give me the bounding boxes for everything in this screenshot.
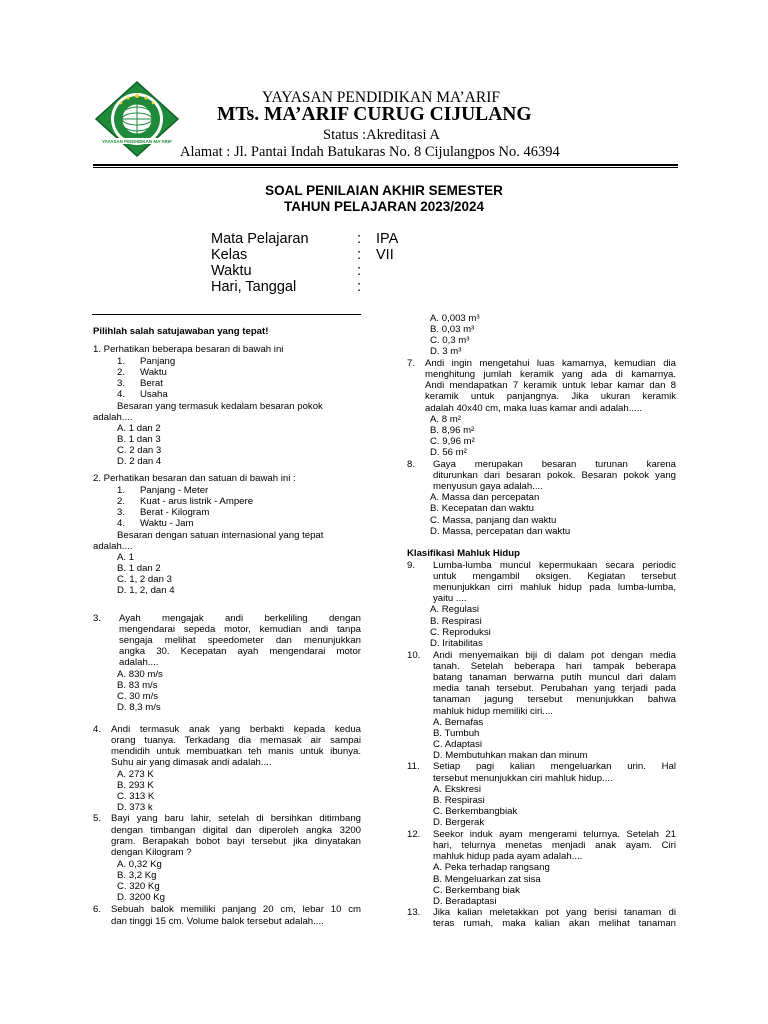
answer-option: B. 1 dan 2	[117, 563, 161, 574]
question-text: menunjukkan cirri mahluk hidup pada lumba-lumba,	[433, 582, 676, 593]
question-text: Andi mendapatkan 7 keramik untuk lebar kamar dan 8	[425, 380, 676, 391]
list-item: Panjang - Meter	[140, 485, 209, 496]
answer-option: C. 320 Kg	[117, 881, 160, 892]
answer-option: C. 2 dan 3	[117, 445, 162, 456]
answer-option: B. 3,2 Kg	[117, 870, 157, 881]
question-number: 8.	[407, 459, 416, 470]
info-sep-time: :	[357, 263, 362, 279]
answer-option: D. 3200 Kg	[117, 892, 166, 903]
answer-option: B. Kecepatan dan waktu	[430, 503, 535, 514]
answer-option: A. 830 m/s	[117, 669, 163, 680]
answer-option: D. Bergerak	[433, 817, 485, 828]
question-text: mahluk hidup pada ayam adalah....	[433, 851, 583, 862]
question-text: untuk mengambil oksigen. Kegiatan tersebut	[433, 571, 676, 582]
question-text: yaitu ....	[433, 593, 467, 604]
list-item-number: 1.	[117, 485, 126, 496]
answer-option: A. Ekskresi	[433, 784, 481, 795]
info-value-subject: IPA	[376, 231, 399, 247]
answer-option: C. 9,96 m²	[430, 436, 475, 447]
answer-option: C. 313 K	[117, 791, 155, 802]
logo-lettering: YAYASAN PENDIDIKAN MA'ARIF	[102, 139, 172, 144]
answer-option: B. Respirasi	[433, 795, 485, 806]
question-number: 11.	[407, 761, 420, 772]
answer-option: A. 273 K	[117, 769, 154, 780]
question-text: adalah....	[93, 541, 133, 552]
answer-option: D. Beradaptasi	[433, 896, 497, 907]
question-text: diturunkan dari besaran pokok. Besaran pokok yang	[433, 470, 676, 481]
question-text: Bayi yang baru lahir, setelah di bersihkan ditimbang	[111, 813, 361, 824]
info-sep-date: :	[357, 279, 362, 295]
question-text: gram. Berapakah bobot bayi tersebut jika dinyatakan	[111, 836, 361, 847]
answer-option: D. 8,3 m/s	[117, 702, 161, 713]
answer-option: A. Regulasi	[430, 604, 480, 615]
logo-emblem-icon	[94, 80, 180, 158]
question-text: tanah. Setelah beberapa hari tampak beberapa	[433, 661, 676, 672]
question-text: Seekor induk ayam mengerami telurnya. Setelah 21	[433, 829, 676, 840]
list-item: Berat	[140, 378, 163, 389]
question-text: Besaran dengan satuan internasional yang tepat	[117, 530, 324, 541]
question-text: Andi ingin mengetahui luas kamarnya, kemudian dia	[425, 358, 676, 369]
question-text: Besaran yang termasuk kedalam besaran pokok	[117, 401, 323, 412]
question-number: 9.	[407, 560, 416, 571]
answer-option: C. Massa, panjang dan waktu	[430, 515, 557, 526]
answer-option: A. Bernafas	[433, 717, 484, 728]
answer-option: D. Massa, percepatan dan waktu	[430, 526, 571, 537]
question-number: 10.	[407, 650, 421, 661]
list-item: Usaha	[140, 389, 168, 400]
question-text: dengan Kilogram ?	[111, 847, 192, 858]
info-label-time: Waktu	[211, 263, 252, 279]
answer-option: A. Massa dan percepatan	[430, 492, 540, 503]
question-text: Andi termasuk anak yang berbakti kepada kedua	[111, 724, 361, 735]
answer-option: B. 0,03 m³	[430, 324, 475, 335]
question-stem: 2. Perhatikan besaran dan satuan di bawah ini :	[93, 473, 296, 484]
question-text: teras rumah, maka kalian akan melihat tanaman	[433, 918, 676, 929]
accreditation-status: Status :Akreditasi A	[323, 127, 440, 143]
question-text: orang tuanya. Terkadang dia memasak air sampai	[111, 735, 361, 746]
answer-option: C. Adaptasi	[433, 739, 483, 750]
question-number: 12.	[407, 829, 421, 840]
answer-option: A. 0,32 Kg	[117, 859, 162, 870]
answer-option: D. 3 m³	[430, 346, 462, 357]
question-number: 6.	[93, 904, 102, 915]
question-text: media tanah tersebut. Perubahan yang terjadi pada	[433, 683, 676, 694]
question-text: Gaya merupakan besaran turunan karena	[433, 459, 676, 470]
answer-option: A. 0,003 m³	[430, 313, 480, 324]
question-number: 5.	[93, 813, 102, 824]
question-text: adalah....	[119, 657, 159, 668]
question-text: mengendarai sepeda motor, kemudian andi tanpa	[119, 624, 361, 635]
answer-option: D. 56 m²	[430, 447, 467, 458]
question-text: Setiap pagi kalian mengeluarkan urin. Hal	[433, 761, 676, 772]
answer-option: B. Mengeluarkan zat sisa	[433, 874, 541, 885]
header-divider-thick	[93, 164, 678, 166]
question-text: Suhu air yang dimasak andi adalah....	[111, 757, 272, 768]
question-text: batang tanaman berwarna putih muncul dari dalam	[433, 672, 676, 683]
list-item: Panjang	[140, 356, 176, 367]
list-item: Waktu - Jam	[140, 518, 194, 529]
question-text: adalah 40x40 cm, maka luas kamar andi adalah.....	[425, 403, 643, 414]
question-stem: 1. Perhatikan beberapa besaran di bawah ini	[93, 344, 284, 355]
question-text: Sebuah balok memiliki panjang 20 cm, lebar 10 cm	[111, 904, 361, 915]
answer-option: B. Respirasi	[430, 616, 482, 627]
info-sep-class: :	[357, 247, 362, 263]
question-text: mahluk hidup memiliki ciri....	[433, 706, 553, 717]
list-item: Waktu	[140, 367, 167, 378]
answer-option: B. 293 K	[117, 780, 154, 791]
list-item: Kuat - arus listrik - Ampere	[140, 496, 254, 507]
question-text: dengan timbangan digital dan diperoleh angka 3200	[111, 825, 361, 836]
school-name: MTs. MA’ARIF CURUG CIJULANG	[217, 104, 532, 125]
question-number: 3.	[93, 613, 102, 624]
list-item-number: 4.	[117, 389, 126, 400]
answer-option: C. 1, 2 dan 3	[117, 574, 172, 585]
list-item-number: 3.	[117, 507, 126, 518]
header-divider-thin	[93, 167, 678, 168]
school-logo	[94, 80, 180, 158]
question-text: mendidih untuk membuatkan teh manis untuk ibunya.	[111, 746, 361, 757]
school-address: Alamat : Jl. Pantai Indah Batukaras No. 8 Cijulangpos No. 46394	[180, 144, 560, 160]
question-text: adalah....	[93, 412, 133, 423]
question-text: sengaja melihat speedometer dan menunjukkan	[119, 635, 361, 646]
exam-year: TAHUN PELAJARAN 2023/2024	[283, 199, 485, 214]
answer-option: B. 8,96 m²	[430, 425, 475, 436]
info-label-subject: Mata Pelajaran	[211, 231, 309, 247]
question-text: Jika kalian meletakkan pot yang berisi tanaman di	[433, 907, 676, 918]
answer-option: B. 83 m/s	[117, 680, 158, 691]
info-value-class: VII	[376, 247, 394, 263]
question-text: angka 30. Kecepatan ayah mengendarai motor	[119, 646, 361, 657]
question-text: dan tinggi 15 cm. Volume balok tersebut adalah....	[111, 916, 324, 927]
question-text: Ayah mengajak andi berkeliling dengan	[119, 613, 361, 624]
answer-option: A. 1 dan 2	[117, 423, 161, 434]
question-text: Lumba-lumba muncul kepermukaan secara periodic	[433, 560, 676, 571]
question-text: tersebut menunjukkan ciri mahluk hidup....	[433, 773, 613, 784]
instruction: Pilihlah salah satujawaban yang tepat!	[93, 326, 269, 337]
question-number: 4.	[93, 724, 102, 735]
answer-option: A. 8 m²	[430, 414, 461, 425]
question-text: hari, telurnya menetas menjadi anak ayam. Ciri	[433, 840, 676, 851]
answer-option: A. Peka terhadap rangsang	[433, 862, 550, 873]
info-divider	[92, 314, 361, 315]
answer-option: B. 1 dan 3	[117, 434, 161, 445]
answer-option: D. 1, 2, dan 4	[117, 585, 175, 596]
list-item-number: 3.	[117, 378, 126, 389]
list-item-number: 2.	[117, 496, 126, 507]
answer-option: C. 0,3 m³	[430, 335, 470, 346]
answer-option: B. Tumbuh	[433, 728, 480, 739]
answer-option: D. Membutuhkan makan dan minum	[433, 750, 588, 761]
answer-option: D. Iritabilitas	[430, 638, 483, 649]
question-number: 13.	[407, 907, 421, 918]
list-item: Berat - Kilogram	[140, 507, 210, 518]
question-text: tanaman jagung tersebut menunjukkan bahwa	[433, 694, 676, 705]
info-sep-subject: :	[357, 231, 362, 247]
question-text: keramik untuk panjangnya. Jika ukuran keramik	[425, 391, 676, 402]
answer-option: C. Reproduksi	[430, 627, 491, 638]
foundation-name: YAYASAN PENDIDIKAN MA’ARIF	[262, 89, 500, 106]
info-label-class: Kelas	[211, 247, 248, 263]
answer-option: C. Berkembang biak	[433, 885, 520, 896]
answer-option: C. Berkembangbiak	[433, 806, 518, 817]
answer-option: D. 373 k	[117, 802, 153, 813]
list-item-number: 1.	[117, 356, 126, 367]
exam-title: SOAL PENILAIAN AKHIR SEMESTER	[265, 183, 503, 198]
answer-option: D. 2 dan 4	[117, 456, 162, 467]
list-item-number: 2.	[117, 367, 126, 378]
answer-option: C. 30 m/s	[117, 691, 159, 702]
info-label-date: Hari, Tanggal	[211, 279, 297, 295]
section-heading: Klasifikasi Mahluk Hidup	[407, 548, 521, 559]
question-text: Andi menyemaikan biji di dalam pot dengan media	[433, 650, 676, 661]
answer-option: A. 1	[117, 552, 135, 563]
question-text: menghitung jumlah keramik yang ada di kamarnya.	[425, 369, 676, 380]
question-number: 7.	[407, 358, 416, 369]
question-text: menyusun gaya adalah....	[433, 481, 543, 492]
list-item-number: 4.	[117, 518, 126, 529]
